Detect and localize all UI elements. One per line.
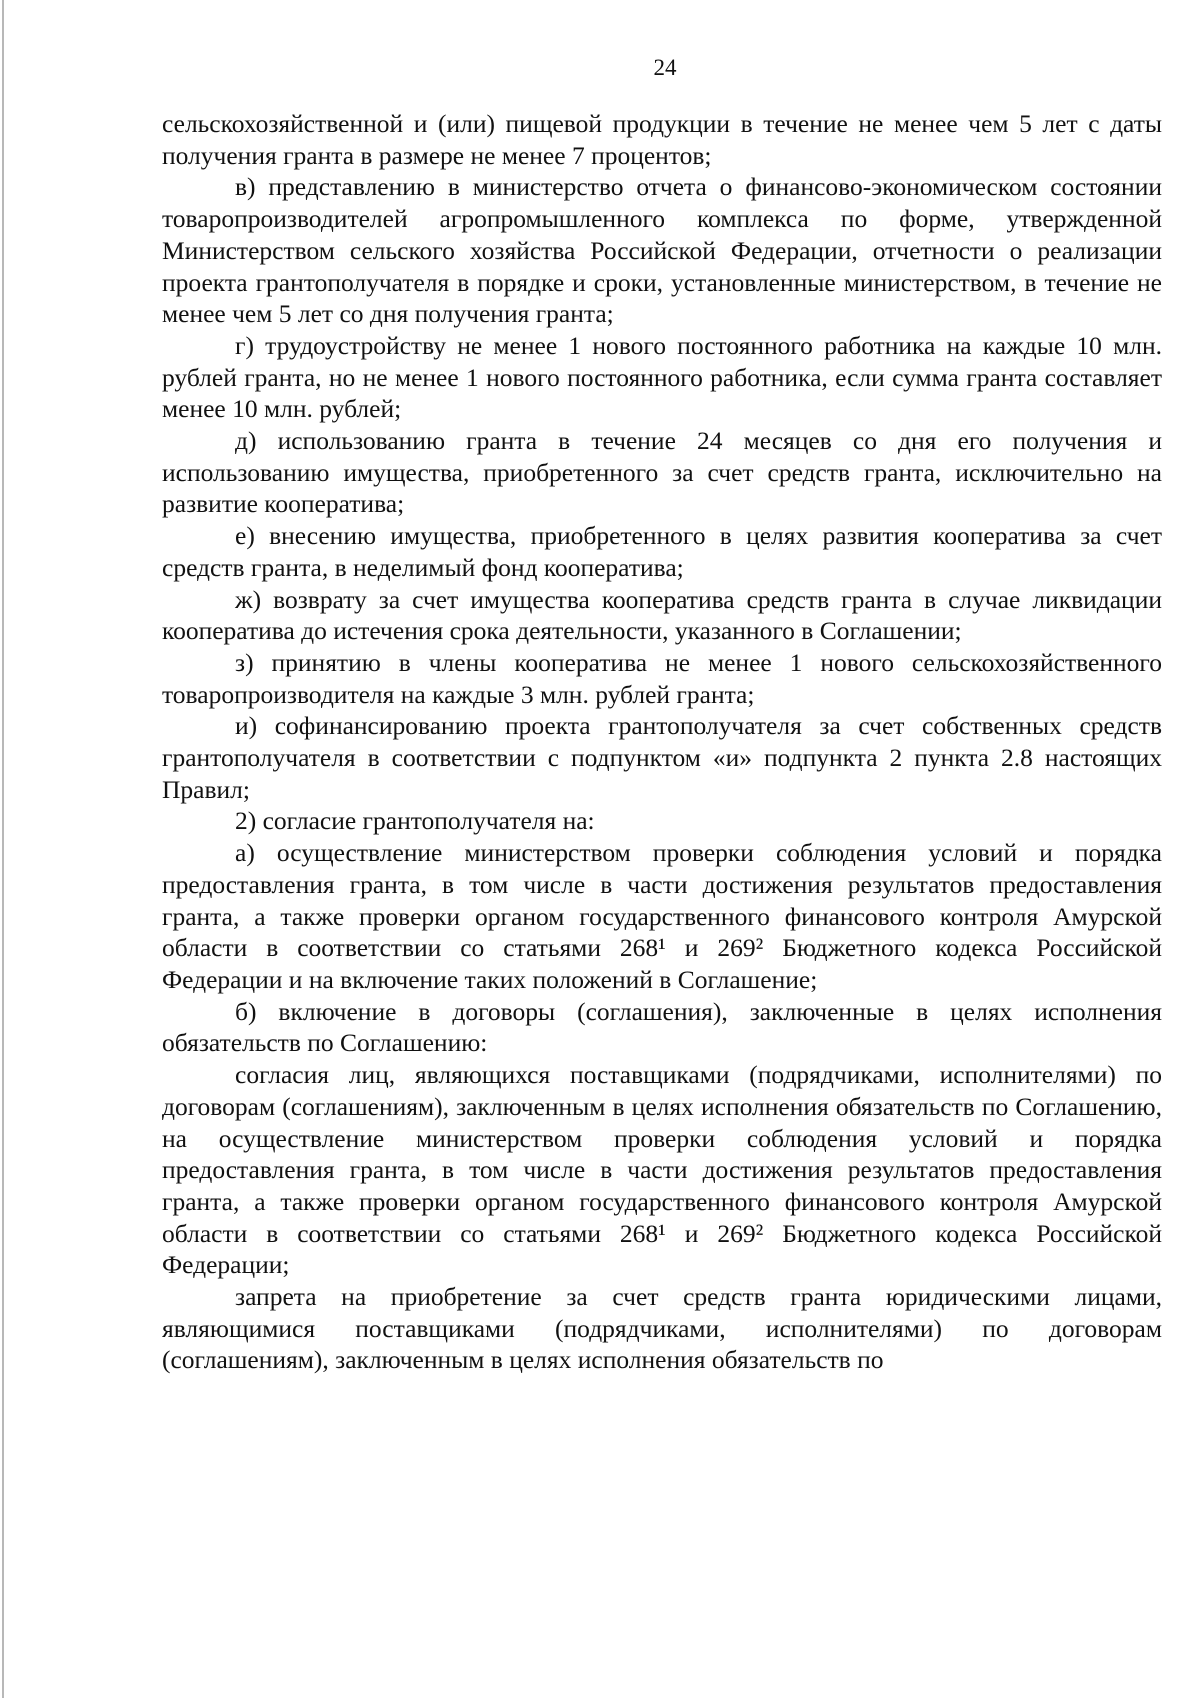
scan-edge-line (2, 0, 4, 1698)
paragraph-item-b: б) включение в договоры (соглашения), заключенные в целях исполнения обязательств по Соглашению: (162, 996, 1162, 1058)
paragraph-prohibition: запрета на приобретение за счет средств гранта юридическими лицами, являющимися поставщиками (подрядчиками, исполнителями) по договорам (соглашениям), заключенным в целях исполнения обязательств по (162, 1282, 1162, 1375)
paragraph-item-2: 2) согласие грантополучателя на: (235, 806, 595, 836)
paragraph-item-a: а) осуществление министерством проверки соблюдения условий и порядка предоставления гранта, в том числе в части достижения результатов предоставления гранта, а также проверки органом государственного финансового контроля Амурской области в соответствии со статьями 268¹ и 269² Бюджетного кодекса Российской Федерации и на включение таких положений в Соглашение; (162, 838, 1162, 994)
paragraph-consent-suppliers: согласия лиц, являющихся поставщиками (подрядчиками, исполнителями) по договорам (соглашениям), заключенным в целях исполнения обязательств по Соглашению, на осуществление министерством проверки соблюдения условий и порядка предоставления гранта, в том числе в части достижения результатов предоставления гранта, а также проверки органом государственного финансового контроля Амурской области в соответствии со статьями 268¹ и 269² Бюджетного кодекса Российской Федерации; (162, 1060, 1162, 1280)
paragraph-item-zh: ж) возврату за счет имущества кооператива средств гранта в случае ликвидации кооператива до истечения срока деятельности, указанного в Соглашении; (162, 584, 1162, 646)
document-body (162, 108, 1162, 1376)
paragraph-item-g: г) трудоустройству не менее 1 нового постоянного работника на каждые 10 млн. рублей гранта, но не менее 1 нового постоянного работника, если сумма гранта составляет менее 10 млн. рублей; (162, 330, 1162, 424)
paragraph-item-z: з) принятию в члены кооператива не менее 1 нового сельскохозяйственного товаропроизводителя на каждые 3 млн. рублей гранта; (162, 647, 1162, 709)
paragraph-item-i: и) софинансированию проекта грантополучателя за счет собственных средств грантополучателя в соответствии с подпунктом «и» подпункта 2 пункта 2.8 настоящих Правил; (162, 711, 1162, 804)
paragraph-item-d: д) использованию гранта в течение 24 месяцев со дня его получения и использованию имущества, приобретенного за счет средств гранта, исключительно на развитие кооператива; (162, 426, 1162, 519)
paragraph-item-v: в) представлению в министерство отчета о финансово-экономическом состоянии товаропроизводителей агропромышленного комплекса по форме, утвержденной Министерством сельского хозяйства Российской Федерации, отчетности о реализации проекта грантополучателя в порядке и сроки, установленные министерством, в течение не менее чем 5 лет со дня получения гранта; (162, 172, 1162, 329)
paragraph-continuation: сельскохозяйственной и (или) пищевой продукции в течение не менее чем 5 лет с даты получения гранта в размере не менее 7 процентов; (162, 109, 1162, 170)
page-number: 24 (653, 55, 677, 80)
paragraph-item-e: е) внесению имущества, приобретенного в целях развития кооператива за счет средств гранта, в неделимый фонд кооператива; (162, 521, 1162, 582)
